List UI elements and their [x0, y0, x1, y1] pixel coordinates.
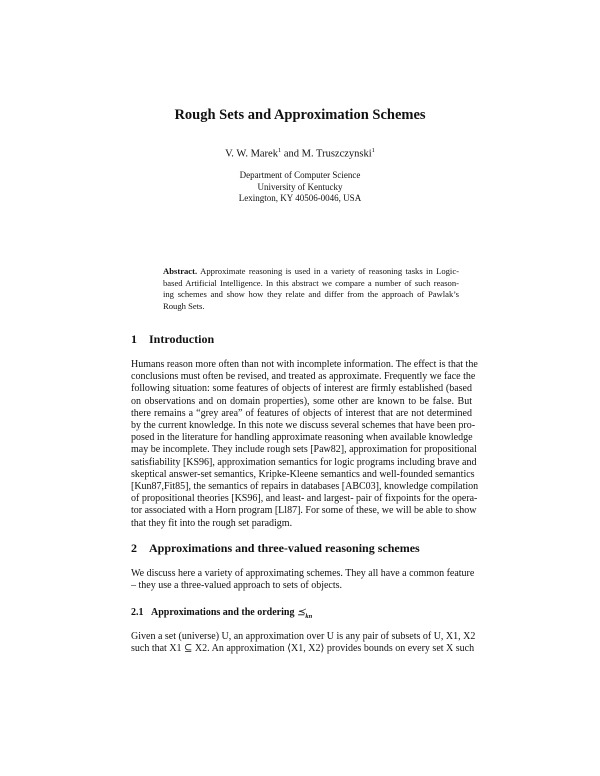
- section-title: Approximations and three-valued reasoning schemes: [149, 541, 420, 555]
- abstract-line: Rough Sets.: [163, 300, 205, 311]
- affiliation-department: Department of Computer Science: [239, 170, 361, 180]
- paragraph-line: skeptical answer-set semantics, Kripke-Kleene semantics and well-founded semantics: [131, 468, 475, 480]
- abstract-label: Abstract.: [163, 266, 198, 276]
- paragraph-line: posed in the literature for handling approximate reasoning when available knowledge: [131, 432, 473, 444]
- abstract: [163, 266, 459, 312]
- paragraph-line: of propositional theories [KS96], and least- and largest- pair of fixpoints for the opera-: [131, 493, 478, 505]
- intro-paragraph: [131, 359, 479, 530]
- paragraph-line: We discuss here a variety of approximating schemes. They all have a common feature: [131, 568, 475, 579]
- author-1-footnote-mark: 1: [277, 147, 282, 154]
- preceq-symbol: ⪯: [296, 607, 306, 618]
- paragraph-line: tor associated with a Horn program [Ll87]. For some of these, we will be able to show: [131, 505, 477, 517]
- author-1: V. W. Marek: [225, 148, 278, 160]
- authors-line: [0, 147, 600, 160]
- subsection-number: 2.1: [131, 607, 144, 618]
- paragraph-line: conclusions must often be revised, and treated as approximate. Frequently we face the: [131, 371, 476, 383]
- subscript-kn: kn: [305, 613, 313, 620]
- affiliation-address: Lexington, KY 40506-0046, USA: [238, 193, 362, 203]
- paragraph-line: that they fit into the rough set paradigm.: [131, 517, 293, 529]
- affiliation-university: University of Kentucky: [257, 181, 343, 192]
- paragraph-line: Humans reason more often than not with incomplete information. The effect is that the: [131, 359, 478, 370]
- section2-paragraph: [131, 568, 475, 592]
- author-2: M. Truszczynski: [301, 148, 372, 160]
- section-heading-introduction: [131, 332, 491, 347]
- paragraph-line: by the current knowledge. In this note we discuss several schemes that have been pro-: [131, 420, 476, 432]
- subsection-heading-ordering: [131, 607, 491, 620]
- paragraph-line: may be incomplete. They include rough sets [Paw82], approximation for propositional: [131, 444, 477, 456]
- paragraph-line: – they use a three-valued approach to sets of objects.: [131, 580, 343, 592]
- abstract-line: based Artificial Intelligence. In this abstract we compare a number of such reason-: [163, 277, 459, 288]
- abstract-line: Approximate reasoning is used in a variety of reasoning tasks in Logic-: [200, 266, 459, 276]
- paragraph-line: on observations and on domain properties), some other are known to be false. But: [131, 395, 472, 407]
- section-heading-approximations: [131, 541, 491, 556]
- author-2-footnote-mark: 1: [371, 147, 375, 154]
- section21-paragraph: [131, 631, 476, 655]
- subsection-title: Approximations and the ordering: [151, 607, 297, 618]
- paragraph-line: following situation: some features of objects of interest are firmly established (based: [131, 383, 472, 395]
- paragraph-line: there remains a “grey area” of features of objects of interest that are not determined: [131, 407, 472, 419]
- paragraph-line: [Kun87,Fit85], the semantics of repairs in databases [ABC03], knowledge compilation: [131, 481, 479, 493]
- paragraph-line: such that X1 ⊆ X2. An approximation ⟨X1, X2⟩ provides bounds on every set X such: [131, 643, 475, 655]
- paragraph-line: Given a set (universe) U, an approximation over U is any pair of subsets of U, X1, X2: [131, 631, 476, 642]
- paragraph-line: satisfiability [KS96], approximation semantics for logic programs including brave and: [131, 456, 477, 468]
- affiliation: [0, 170, 600, 205]
- section-number: 1: [131, 332, 137, 346]
- section-number: 2: [131, 541, 137, 555]
- paper-title: Rough Sets and Approximation Schemes: [174, 107, 426, 123]
- abstract-line: ing schemes and show how they relate and differ from the approach of Pawlak’s: [163, 289, 459, 299]
- section-title: Introduction: [149, 332, 215, 346]
- authors-conjunction: and: [281, 148, 302, 160]
